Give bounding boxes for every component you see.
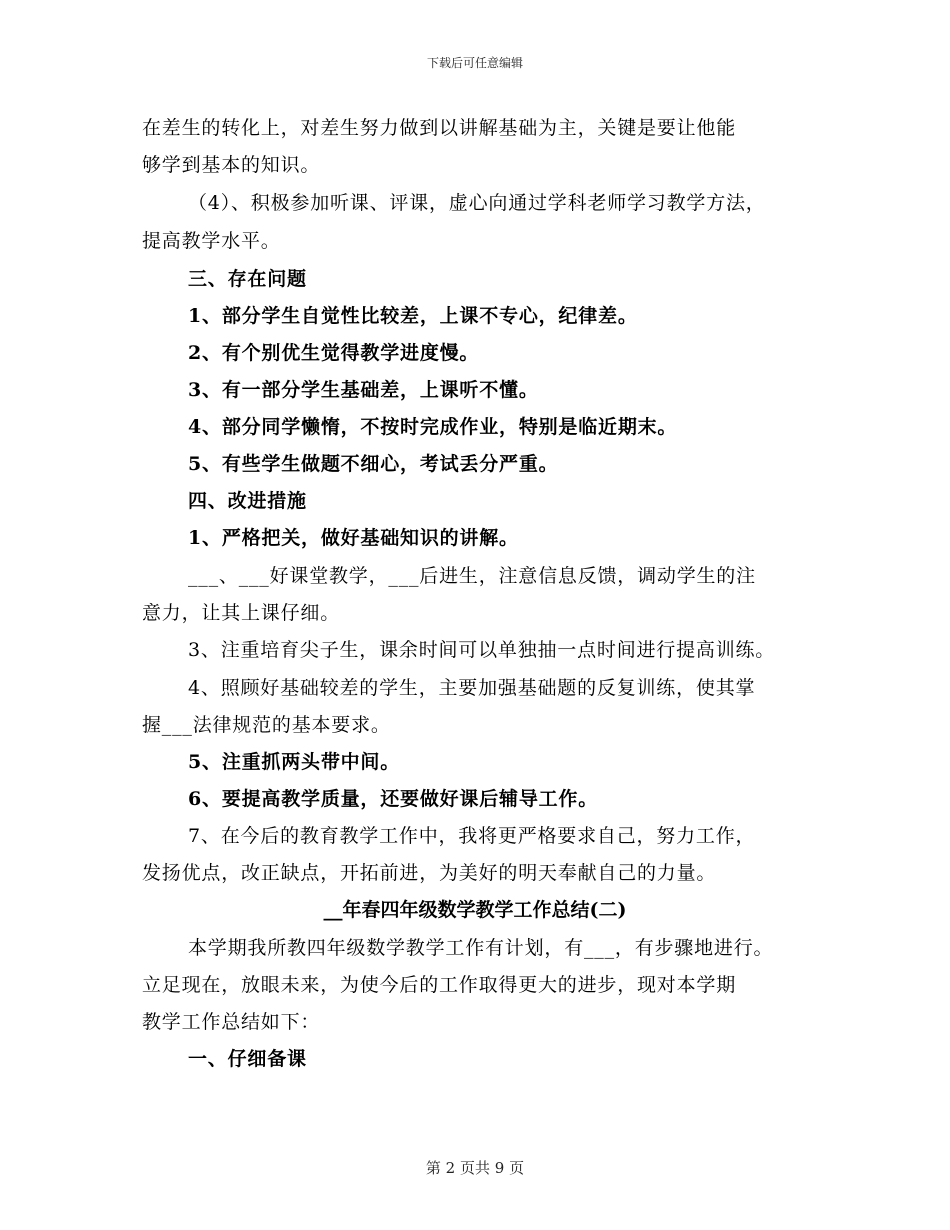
paragraph-line: （4）、积极参加听课、评课，虚心向通过学科老师学习教学方法，: [188, 192, 766, 214]
paragraph-line: 7、在今后的教育教学工作中，我将更严格要求自己，努力工作，: [188, 825, 756, 847]
list-item: 1、严格把关，做好基础知识的讲解。: [188, 527, 519, 549]
paragraph-line: ___、___好课堂教学，___后进生，注意信息反馈，调动学生的注: [188, 565, 756, 587]
list-item: 3、有一部分学生基础差，上课听不懂。: [188, 379, 539, 401]
list-item: 2、有个别优生觉得教学进度慢。: [188, 342, 480, 364]
paragraph-line: 提高教学水平。: [142, 230, 281, 252]
list-item: 1、部分学生自觉性比较差，上课不专心，纪律差。: [188, 305, 638, 327]
paragraph-line: 够学到基本的知识。: [142, 154, 321, 176]
paragraph-line: 4、照顾好基础较差的学生，主要加强基础题的反复训练，使其掌: [188, 677, 756, 699]
page-header: 下载后可任意编辑: [426, 56, 523, 70]
document-title: __年春四年级数学教学工作总结(二): [323, 899, 627, 921]
section-heading: 四、改进措施: [188, 490, 307, 512]
list-item: 6、要提高教学质量，还要做好课后辅导工作。: [188, 788, 599, 810]
list-item: 5、注重抓两头带中间。: [188, 751, 401, 773]
paragraph-line: 教学工作总结如下：: [142, 1011, 321, 1033]
paragraph-line: 3、注重培育尖子生，课余时间可以单独抽一点时间进行提高训练。: [188, 639, 776, 661]
paragraph-line: 意力，让其上课仔细。: [142, 602, 341, 624]
paragraph-line: 本学期我所教四年级数学教学工作有计划，有___，有步骤地进行。: [188, 937, 774, 959]
paragraph-line: 发扬优点，改正缺点，开拓前进，为美好的明天奉献自己的力量。: [142, 862, 717, 884]
list-item: 5、有些学生做题不细心，考试丢分严重。: [188, 453, 559, 475]
paragraph-line: 在差生的转化上，对差生努力做到以讲解基础为主，关键是要让他能: [142, 117, 737, 139]
page-footer: 第 2 页共 9 页: [425, 1159, 525, 1177]
paragraph-line: 立足现在，放眼未来，为使今后的工作取得更大的进步，现对本学期: [142, 974, 737, 996]
section-heading: 三、存在问题: [188, 268, 307, 290]
list-item: 4、部分同学懒惰，不按时完成作业，特别是临近期末。: [188, 416, 678, 438]
paragraph-line: 握___法律规范的基本要求。: [142, 714, 391, 736]
section-heading: 一、仔细备课: [188, 1048, 307, 1070]
